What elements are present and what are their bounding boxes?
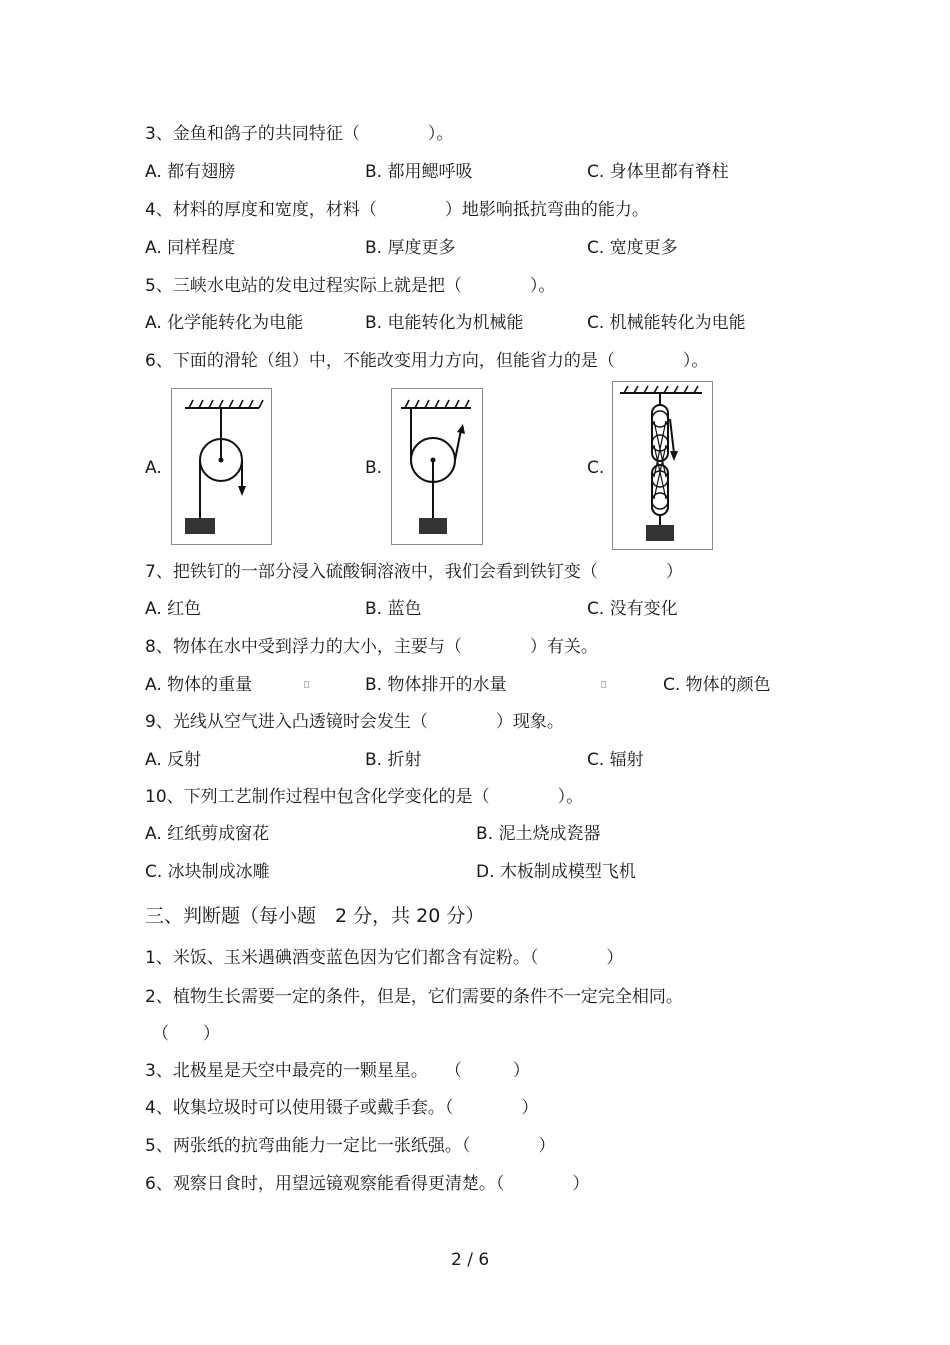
option-b: B. (365, 458, 383, 478)
question-8-stem: 8、物体在水中受到浮力的大小，主要与（ ）有关。 (145, 637, 598, 657)
pulley-figure-a (171, 388, 272, 545)
judgement-item: 3、北极星是天空中最亮的一颗星星。 （ ） (145, 1061, 530, 1081)
pulley-figure-c (612, 381, 713, 550)
option-a: A. 物体的重量 (145, 675, 253, 695)
placeholder-mark (601, 681, 606, 688)
question-6-stem: 6、下面的滑轮（组）中，不能改变用力方向，但能省力的是（ ）。 (145, 351, 709, 371)
option-b: B. 都用鳃呼吸 (365, 162, 473, 182)
pulley-figure-b (391, 388, 483, 545)
option-c: C. 宽度更多 (587, 238, 678, 258)
option-b: B. 泥土烧成瓷器 (476, 824, 601, 844)
judgement-item: 6、观察日食时，用望远镜观察能看得更清楚。（ ） (145, 1174, 590, 1194)
judgement-item-bracket: （ ） (152, 1024, 220, 1044)
question-5-stem: 5、三峡水电站的发电过程实际上就是把（ ）。 (145, 276, 556, 296)
option-a: A. 同样程度 (145, 238, 236, 258)
judgement-item: 1、米饭、玉米遇碘酒变蓝色因为它们都含有淀粉。（ ） (145, 948, 624, 968)
option-a: A. 红色 (145, 599, 202, 619)
question-7-stem: 7、把铁钉的一部分浸入硫酸铜溶液中，我们会看到铁钉变（ ） (145, 562, 683, 582)
question-4-stem: 4、材料的厚度和宽度，材料（ ）地影响抵抗弯曲的能力。 (145, 200, 649, 220)
option-b: B. 厚度更多 (365, 238, 456, 258)
section-heading: 三、判断题（每小题 2 分，共 20 分） (145, 905, 485, 927)
option-b: B. 蓝色 (365, 599, 422, 619)
option-a: A. 化学能转化为电能 (145, 313, 304, 333)
option-a: A. 都有翅膀 (145, 162, 236, 182)
option-b: B. 电能转化为机械能 (365, 313, 524, 333)
judgement-item: 2、植物生长需要一定的条件，但是，它们需要的条件不一定完全相同。 (145, 987, 683, 1007)
option-b: B. 物体排开的水量 (365, 675, 507, 695)
question-9-stem: 9、光线从空气进入凸透镜时会发生（ ）现象。 (145, 712, 564, 732)
judgement-item: 4、收集垃圾时可以使用镊子或戴手套。（ ） (145, 1098, 539, 1118)
option-c: C. 机械能转化为电能 (587, 313, 746, 333)
option-a: A. 反射 (145, 750, 202, 770)
option-c: C. (587, 458, 605, 478)
option-c: C. 辐射 (587, 750, 644, 770)
page-number: 2 / 6 (451, 1250, 490, 1270)
option-c: C. 冰块制成冰雕 (145, 862, 270, 882)
option-d: D. 木板制成模型飞机 (476, 862, 636, 882)
question-3-stem: 3、金鱼和鸽子的共同特征（ ）。 (145, 124, 454, 144)
option-c: C. 没有变化 (587, 599, 678, 619)
placeholder-mark (304, 681, 309, 688)
option-c: C. 身体里都有脊柱 (587, 162, 729, 182)
option-c: C. 物体的颜色 (663, 675, 771, 695)
option-a: A. (145, 458, 162, 478)
option-b: B. 折射 (365, 750, 422, 770)
judgement-item: 5、两张纸的抗弯曲能力一定比一张纸强。（ ） (145, 1136, 556, 1156)
question-10-stem: 10、下列工艺制作过程中包含化学变化的是（ ）。 (145, 787, 584, 807)
option-a: A. 红纸剪成窗花 (145, 824, 270, 844)
